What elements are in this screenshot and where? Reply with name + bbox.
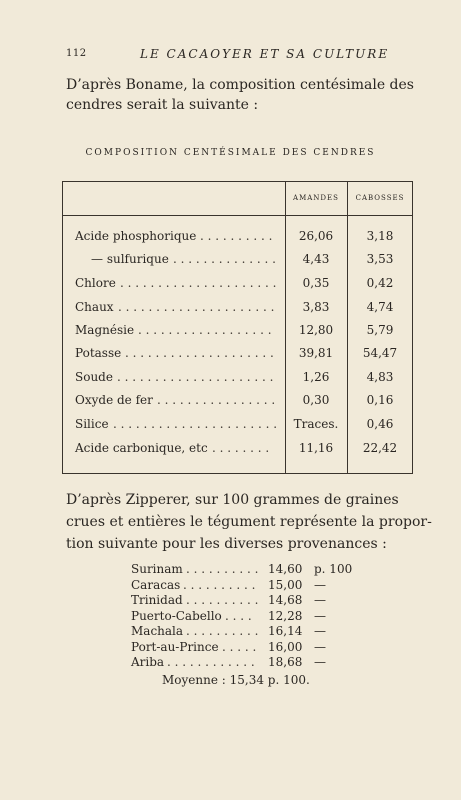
- provenance-value: 14,60: [268, 562, 303, 576]
- value-amandes: 4,43: [302, 252, 330, 266]
- provenance-name: Puerto-Cabello: [131, 608, 222, 623]
- table-row: [63, 323, 414, 343]
- value-cabosses: 3,53: [366, 252, 394, 266]
- leader-dots: . . . . . . . . . . . . . . . .: [157, 393, 276, 407]
- provenance-item: [0, 624, 461, 640]
- page-number: 112: [66, 48, 87, 59]
- provenance-value: 16,00: [268, 639, 303, 654]
- value-amandes: 26,06: [298, 229, 334, 243]
- provenance-value: 16,14: [268, 624, 303, 638]
- column-header-cabosses: CABOSSES: [355, 194, 405, 202]
- provenance-unit: —: [314, 593, 326, 607]
- table-row: [63, 252, 414, 272]
- value-amandes: 12,80: [298, 323, 334, 337]
- leader-dots: . . . . . . . . . .: [186, 593, 259, 607]
- provenance-name: Surinam: [131, 562, 183, 576]
- value-cabosses: 0,16: [366, 393, 394, 407]
- intro-line: D’après Boname, la composition centésimale des: [66, 77, 414, 93]
- value-cabosses: 54,47: [362, 346, 398, 360]
- provenance-value: 18,68: [268, 655, 303, 669]
- leader-dots: . . . . . . . .: [212, 441, 270, 455]
- table-title: COMPOSITION CENTÉSIMALE DES CENDRES: [85, 148, 376, 158]
- table-row: [63, 370, 414, 390]
- value-amandes: 39,81: [298, 346, 334, 360]
- table-row: [63, 441, 414, 461]
- leader-dots: . . . . . . . . . .: [186, 624, 259, 638]
- provenance-item: [0, 593, 461, 609]
- leader-dots: . . . . .: [222, 639, 257, 654]
- value-cabosses: 3,18: [366, 229, 394, 243]
- provenance-item: [0, 609, 461, 625]
- paragraph-line: tion suivante pour les diverses provenances :: [66, 536, 387, 552]
- value-amandes: Traces.: [293, 417, 339, 431]
- leader-dots: . . . . . . . . . .: [186, 562, 259, 576]
- leader-dots: . . . . . . . . . .: [183, 577, 256, 592]
- row-label: Chaux: [75, 300, 114, 314]
- leader-dots: . . . . . . . . . . . . . . . . . .: [138, 323, 272, 337]
- leader-dots: . . . . . . . . . . . .: [167, 655, 255, 669]
- zipperer-paragraph: [66, 489, 432, 555]
- provenance-name: Port-au-Prince: [131, 639, 219, 654]
- provenance-value: 12,28: [268, 608, 303, 623]
- value-cabosses: 5,79: [366, 323, 394, 337]
- provenance-item: [0, 578, 461, 594]
- column-header-amandes: AMANDES: [293, 194, 339, 202]
- header-divider: [63, 215, 412, 216]
- row-label: Magnésie: [75, 323, 135, 337]
- ash-composition-table: [62, 181, 413, 474]
- leader-dots: . . . . . . . . . . . . . . . . . . . . . .: [113, 417, 278, 431]
- leader-dots: . . . . . . . . . . . . . .: [173, 252, 276, 266]
- provenance-item: [0, 562, 461, 578]
- intro-paragraph: [66, 75, 414, 115]
- provenance-unit: —: [314, 655, 326, 669]
- leader-dots: . . . . . . . . . .: [200, 229, 273, 243]
- provenance-value: 15,00: [268, 577, 303, 592]
- value-amandes: 0,30: [302, 393, 330, 407]
- table-row: [63, 417, 414, 437]
- paragraph-line: D’après Zipperer, sur 100 grammes de graines: [66, 492, 399, 508]
- provenance-unit: —: [314, 577, 326, 592]
- provenance-item: [0, 655, 461, 671]
- table-row: [63, 393, 414, 413]
- table-row: [63, 300, 414, 320]
- row-label: — sulfurique: [91, 252, 169, 266]
- table-row: [63, 346, 414, 366]
- row-label: Oxyde de fer: [75, 393, 153, 407]
- provenance-name: Ariba: [131, 655, 165, 669]
- value-cabosses: 4,74: [366, 300, 394, 314]
- value-amandes: 0,35: [302, 276, 330, 290]
- table-row: [63, 276, 414, 296]
- provenance-unit: p. 100: [314, 562, 353, 576]
- value-cabosses: 0,46: [366, 417, 394, 431]
- leader-dots: . . . . . . . . . . . . . . . . . . . . .: [120, 276, 277, 290]
- paragraph-line: crues et entières le tégument représente la propor-: [66, 514, 432, 530]
- row-label: Chlore: [75, 276, 116, 290]
- page-header: [0, 48, 461, 68]
- row-label: Soude: [75, 370, 113, 384]
- value-cabosses: 0,42: [366, 276, 394, 290]
- value-cabosses: 4,83: [366, 370, 394, 384]
- provenance-item: [0, 640, 461, 656]
- row-label: Potasse: [75, 346, 122, 360]
- provenance-name: Caracas: [131, 577, 181, 592]
- value-amandes: 11,16: [298, 441, 334, 455]
- leader-dots: . . . . . . . . . . . . . . . . . . . . .: [117, 370, 274, 384]
- provenance-unit: —: [314, 624, 326, 638]
- table-row: [63, 229, 414, 249]
- value-cabosses: 22,42: [362, 441, 398, 455]
- row-label: Acide carbonique, etc: [75, 441, 208, 455]
- provenance-unit: —: [314, 639, 326, 654]
- average-line: Moyenne : 15,34 p. 100.: [162, 673, 310, 687]
- row-label: Silice: [75, 417, 109, 431]
- leader-dots: . . . . . . . . . . . . . . . . . . . .: [125, 346, 274, 360]
- value-amandes: 3,83: [302, 300, 330, 314]
- running-title: LE CACAOYER ET SA CULTURE: [140, 47, 390, 61]
- leader-dots: . . . .: [225, 608, 252, 623]
- row-label: Acide phosphorique: [75, 229, 197, 243]
- provenance-value: 14,68: [268, 593, 303, 607]
- intro-line: cendres serait la suivante :: [66, 97, 259, 113]
- value-amandes: 1,26: [302, 370, 330, 384]
- provenance-name: Machala: [131, 624, 184, 638]
- provenance-name: Trinidad: [131, 593, 183, 607]
- leader-dots: . . . . . . . . . . . . . . . . . . . . .: [118, 300, 275, 314]
- provenance-unit: —: [314, 608, 326, 623]
